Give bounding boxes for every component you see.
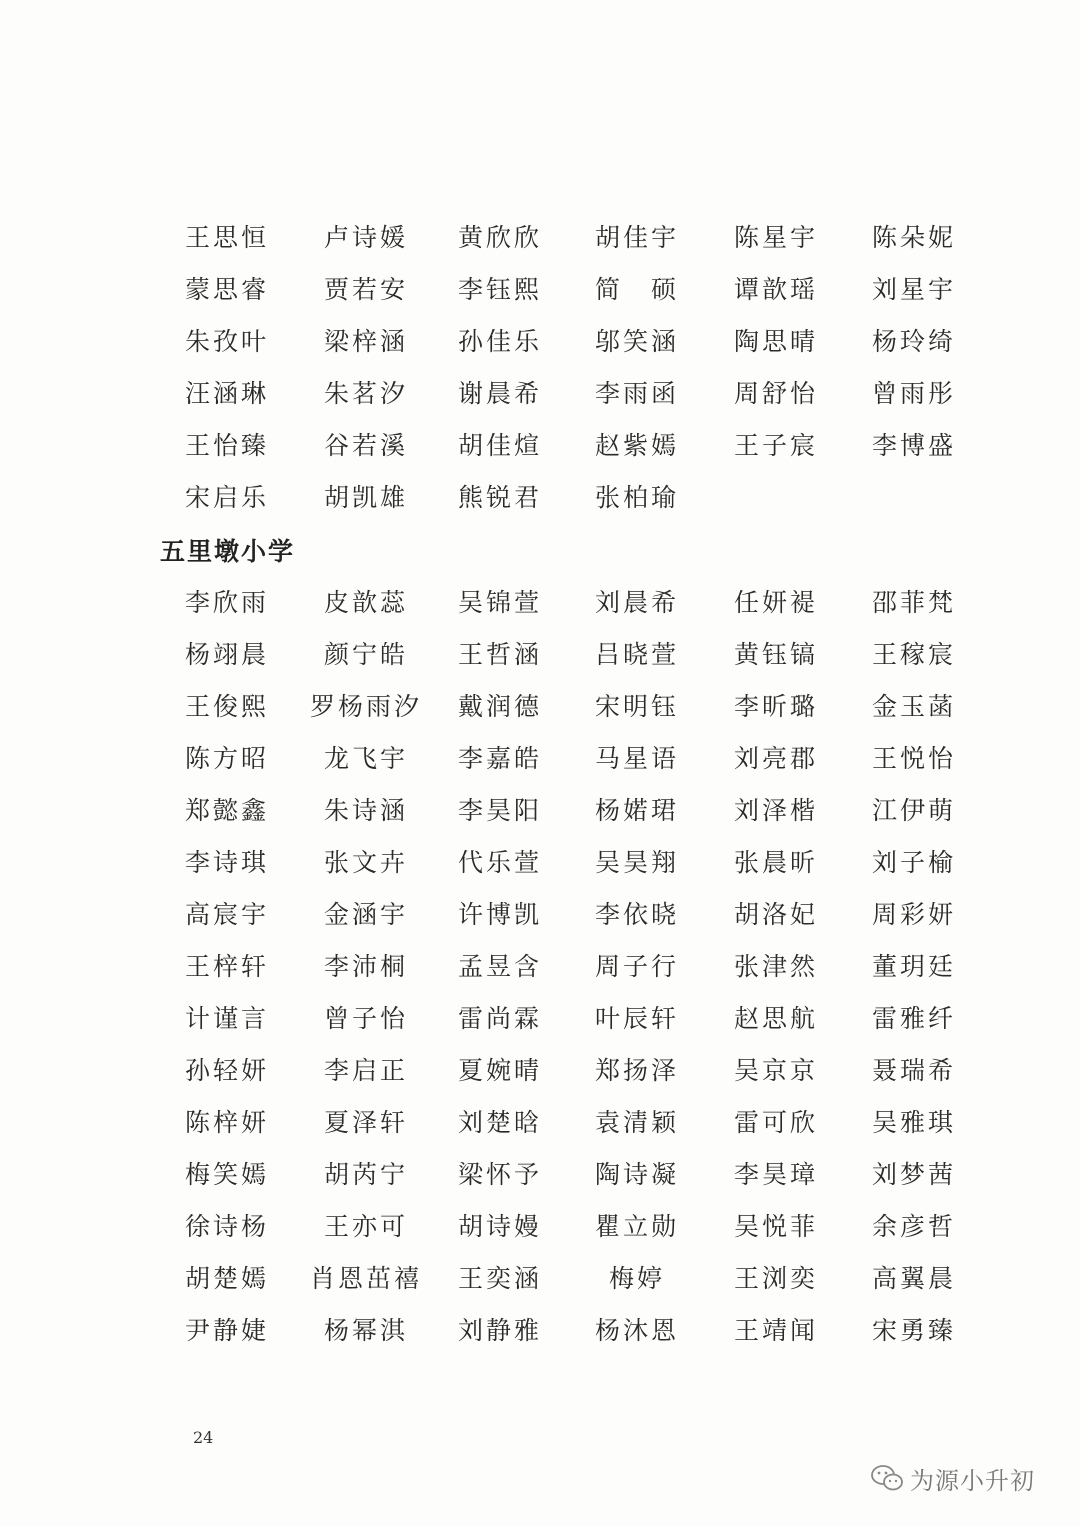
student-name: 陈梓妍 (184, 1108, 269, 1137)
name-row (0, 212, 1080, 264)
student-name: 许博凯 (457, 900, 542, 929)
student-name: 王思恒 (184, 223, 269, 252)
name-row (0, 837, 1080, 889)
student-name: 陶思晴 (733, 327, 818, 356)
student-name: 李博盛 (871, 431, 956, 460)
student-name: 梅婷 (608, 1264, 665, 1293)
student-name: 王悦怡 (871, 744, 956, 773)
student-name: 江伊萌 (871, 796, 956, 825)
student-name: 瞿立勋 (594, 1212, 679, 1241)
student-name: 朱诗涵 (323, 796, 408, 825)
student-name: 邵菲梵 (871, 588, 956, 617)
name-row (0, 368, 1080, 420)
student-name: 刘星宇 (871, 275, 956, 304)
student-name: 周彩妍 (871, 900, 956, 929)
name-row (0, 1149, 1080, 1201)
student-name: 金涵宇 (323, 900, 408, 929)
student-name: 张晨昕 (733, 848, 818, 877)
student-name: 周子行 (594, 952, 679, 981)
student-name: 戴润德 (457, 692, 542, 721)
student-name: 李雨函 (594, 379, 679, 408)
name-row (0, 889, 1080, 941)
student-name: 杨婼珺 (594, 796, 679, 825)
name-row (0, 681, 1080, 733)
student-name: 雷可欣 (733, 1108, 818, 1137)
student-name: 金玉菡 (871, 692, 956, 721)
name-row (0, 1097, 1080, 1149)
student-name: 马星语 (594, 744, 679, 773)
student-name: 李依晓 (594, 900, 679, 929)
student-name: 王怡臻 (184, 431, 269, 460)
student-name: 杨沐恩 (594, 1316, 679, 1345)
student-name: 刘泽楷 (733, 796, 818, 825)
student-name: 吴锦萱 (457, 588, 542, 617)
student-name: 孟昱含 (457, 952, 542, 981)
student-name: 李嘉皓 (457, 744, 542, 773)
student-name: 肖恩茁禧 (309, 1264, 422, 1293)
student-name: 夏婉晴 (457, 1056, 542, 1085)
name-row (0, 941, 1080, 993)
student-name: 夏泽轩 (323, 1108, 408, 1137)
name-list-section-2 (0, 577, 1080, 1357)
name-row (0, 1305, 1080, 1357)
student-name: 胡楚嫣 (184, 1264, 269, 1293)
student-name: 杨玲绮 (871, 327, 956, 356)
name-row (0, 1201, 1080, 1253)
student-name: 胡诗嫚 (457, 1212, 542, 1241)
student-name: 曾子怡 (323, 1004, 408, 1033)
name-row (0, 420, 1080, 472)
student-name: 梅笑嫣 (184, 1160, 269, 1189)
student-name: 王哲涵 (457, 640, 542, 669)
student-name: 董玥廷 (871, 952, 956, 981)
name-row (0, 1253, 1080, 1305)
student-name: 贾若安 (323, 275, 408, 304)
student-name: 孙轻妍 (184, 1056, 269, 1085)
student-name: 计谨言 (184, 1004, 269, 1033)
student-name: 王子宸 (733, 431, 818, 460)
student-name: 刘亮郡 (733, 744, 818, 773)
page-number: 24 (193, 1428, 214, 1447)
student-name: 李诗琪 (184, 848, 269, 877)
student-name: 宋明钰 (594, 692, 679, 721)
student-name: 简 硕 (594, 275, 679, 304)
student-name: 梁怀予 (457, 1160, 542, 1189)
student-name: 黄钰镐 (733, 640, 818, 669)
student-name: 王浏奕 (733, 1264, 818, 1293)
student-name: 黄欣欣 (457, 223, 542, 252)
student-name: 陈朵妮 (871, 223, 956, 252)
student-name: 汪涵琳 (184, 379, 269, 408)
student-name: 卢诗媛 (323, 223, 408, 252)
student-name: 雷尚霖 (457, 1004, 542, 1033)
student-name: 陈星宇 (733, 223, 818, 252)
student-name: 李昊阳 (457, 796, 542, 825)
student-name: 刘晨希 (594, 588, 679, 617)
student-name: 梁梓涵 (323, 327, 408, 356)
student-name: 聂瑞希 (871, 1056, 956, 1085)
student-name: 皮歆蕊 (323, 588, 408, 617)
name-row (0, 264, 1080, 316)
student-name: 余彦哲 (871, 1212, 956, 1241)
student-name: 张文卉 (323, 848, 408, 877)
school-heading: 五里墩小学 (160, 537, 296, 566)
student-name: 袁清颖 (594, 1108, 679, 1137)
name-row (0, 577, 1080, 629)
student-name: 朱茗汐 (323, 379, 408, 408)
student-name: 邬笑涵 (594, 327, 679, 356)
student-name: 高翼晨 (871, 1264, 956, 1293)
student-name: 陶诗凝 (594, 1160, 679, 1189)
student-name: 吴昊翔 (594, 848, 679, 877)
name-row (0, 993, 1080, 1045)
student-name: 周舒怡 (733, 379, 818, 408)
student-name: 代乐萱 (457, 848, 542, 877)
student-name: 谭歆瑶 (733, 275, 818, 304)
student-name: 刘静雅 (457, 1316, 542, 1345)
student-name: 李启正 (323, 1056, 408, 1085)
student-name: 吴悦菲 (733, 1212, 818, 1241)
student-name: 胡洛妃 (733, 900, 818, 929)
student-name: 杨翊晨 (184, 640, 269, 669)
student-name: 胡芮宁 (323, 1160, 408, 1189)
student-name: 郑扬泽 (594, 1056, 679, 1085)
student-name: 宋勇臻 (871, 1316, 956, 1345)
student-name: 张柏瑜 (594, 483, 679, 512)
student-name: 雷雅纤 (871, 1004, 956, 1033)
student-name: 高宸宇 (184, 900, 269, 929)
student-name: 赵思航 (733, 1004, 818, 1033)
student-name: 王稼宸 (871, 640, 956, 669)
student-name: 赵紫嫣 (594, 431, 679, 460)
name-row (0, 472, 1080, 524)
watermark (870, 1458, 1035, 1498)
name-row (0, 316, 1080, 368)
student-name: 颜宁皓 (323, 640, 408, 669)
student-name: 王奕涵 (457, 1264, 542, 1293)
student-name: 胡凯雄 (323, 483, 408, 512)
student-name: 李欣雨 (184, 588, 269, 617)
student-name: 李昊璋 (733, 1160, 818, 1189)
student-name: 李钰熙 (457, 275, 542, 304)
student-name: 熊锐君 (457, 483, 542, 512)
name-row (0, 733, 1080, 785)
student-name: 王俊熙 (184, 692, 269, 721)
student-name: 杨幂淇 (323, 1316, 408, 1345)
student-name: 张津然 (733, 952, 818, 981)
watermark-text: 为源小升初 (910, 1466, 1035, 1495)
student-name: 蒙思睿 (184, 275, 269, 304)
student-name: 叶辰轩 (594, 1004, 679, 1033)
student-name: 刘梦茜 (871, 1160, 956, 1189)
student-name: 王梓轩 (184, 952, 269, 981)
name-row (0, 629, 1080, 681)
name-row (0, 1045, 1080, 1097)
name-row (0, 785, 1080, 837)
student-name: 吴京京 (733, 1056, 818, 1085)
student-name: 王靖闻 (733, 1316, 818, 1345)
student-name: 李沛桐 (323, 952, 408, 981)
student-name: 谢晨希 (457, 379, 542, 408)
student-name: 吴雅琪 (871, 1108, 956, 1137)
student-name: 任妍褆 (733, 588, 818, 617)
student-name: 刘子榆 (871, 848, 956, 877)
student-name: 龙飞宇 (323, 744, 408, 773)
student-name: 吕晓萱 (594, 640, 679, 669)
student-name: 宋启乐 (184, 483, 269, 512)
student-name: 王亦可 (323, 1212, 408, 1241)
student-name: 陈方昭 (184, 744, 269, 773)
student-name: 刘楚晗 (457, 1108, 542, 1137)
student-name: 罗杨雨汐 (309, 692, 422, 721)
name-list-section-1 (0, 212, 1080, 524)
student-name: 胡佳宇 (594, 223, 679, 252)
student-name: 郑懿鑫 (184, 796, 269, 825)
wechat-icon (870, 1463, 904, 1493)
student-name: 孙佳乐 (457, 327, 542, 356)
student-name: 曾雨彤 (871, 379, 956, 408)
student-name: 李昕璐 (733, 692, 818, 721)
student-name: 朱孜叶 (184, 327, 269, 356)
student-name: 尹静婕 (184, 1316, 269, 1345)
student-name: 徐诗杨 (184, 1212, 269, 1241)
student-name: 谷若溪 (323, 431, 408, 460)
student-name: 胡佳煊 (457, 431, 542, 460)
